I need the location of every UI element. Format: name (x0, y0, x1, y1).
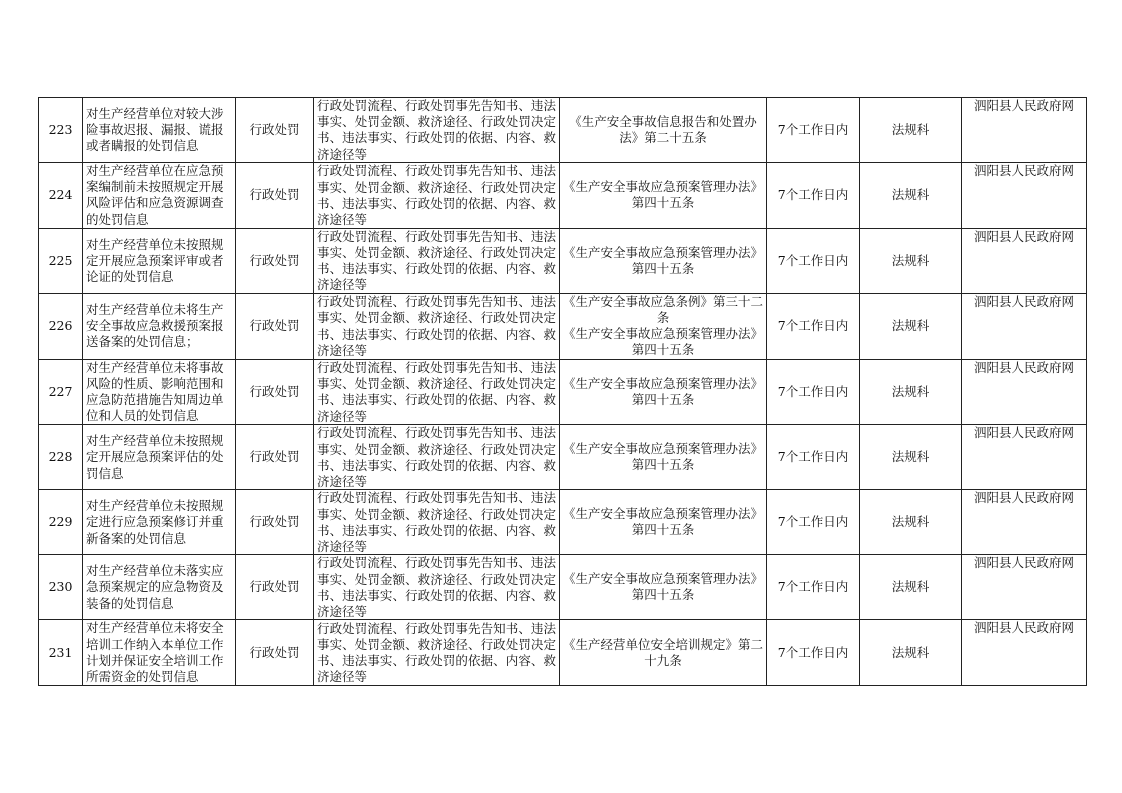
legal-basis-line: 《生产安全事故应急预案管理办法》第四十五条 (563, 375, 764, 408)
disclosure-channel: 泗阳县人民政府网 (962, 293, 1087, 359)
legal-basis-line: 《生产安全事故应急预案管理办法》第四十五条 (563, 441, 764, 473)
disclosure-channel: 泗阳县人民政府网 (962, 228, 1087, 293)
disclosure-channel: 泗阳县人民政府网 (962, 490, 1087, 555)
legal-basis (560, 555, 767, 620)
row-number: 229 (39, 490, 83, 555)
item-category: 行政处罚 (236, 555, 314, 620)
disclosure-content-text: 行政处罚流程、行政处罚事先告知书、违法事实、处罚金额、救济途径、行政处罚决定书、违法事实、行政处罚的依据、内容、救济途径等 (317, 360, 556, 424)
table-row (39, 425, 1087, 490)
table-row (39, 490, 1087, 555)
disclosure-content (314, 228, 560, 293)
disclosure-content-text: 行政处罚流程、行政处罚事先告知书、违法事实、处罚金额、救济途径、行政处罚决定书、违法事实、行政处罚的依据、内容、救济途径等 (317, 98, 556, 162)
legal-basis (560, 490, 767, 555)
disclosure-time-limit: 7个工作日内 (767, 98, 860, 163)
legal-basis-line: 《生产安全事故应急预案管理办法》第四十五条 (563, 506, 764, 538)
responsible-department: 法规科 (860, 425, 962, 490)
disclosure-time-limit: 7个工作日内 (767, 293, 860, 359)
row-number: 223 (39, 98, 83, 163)
table-row (39, 359, 1087, 425)
disclosure-content (314, 555, 560, 620)
item-name: 对生产经营单位对较大涉险事故迟报、漏报、谎报或者瞒报的处罚信息 (83, 98, 236, 163)
table-row (39, 293, 1087, 359)
table-row (39, 98, 1087, 163)
legal-basis-line: 《生产安全事故应急预案管理办法》第四十五条 (563, 571, 764, 603)
row-number: 231 (39, 620, 83, 686)
row-number: 230 (39, 555, 83, 620)
legal-basis-line: 《生产经营单位安全培训规定》第二十九条 (563, 636, 764, 668)
legal-basis-line: 《生产安全事故应急条例》第三十二条 (563, 293, 764, 326)
legal-basis (560, 425, 767, 490)
legal-basis (560, 620, 767, 686)
disclosure-content (314, 98, 560, 163)
table-row (39, 620, 1087, 686)
disclosure-time-limit: 7个工作日内 (767, 425, 860, 490)
row-number: 226 (39, 293, 83, 359)
row-number: 225 (39, 228, 83, 293)
disclosure-content-text: 行政处罚流程、行政处罚事先告知书、违法事实、处罚金额、救济途径、行政处罚决定书、违法事实、行政处罚的依据、内容、救济途径等 (317, 228, 556, 293)
item-category: 行政处罚 (236, 359, 314, 425)
table-row (39, 228, 1087, 293)
legal-basis-line: 《生产安全事故应急预案管理办法》第四十五条 (563, 179, 764, 211)
disclosure-channel: 泗阳县人民政府网 (962, 98, 1087, 163)
disclosure-content (314, 359, 560, 425)
responsible-department: 法规科 (860, 490, 962, 555)
legal-basis-line: 《生产安全事故信息报告和处置办法》第二十五条 (569, 113, 757, 145)
table-row (39, 163, 1087, 229)
row-number: 228 (39, 425, 83, 490)
item-category: 行政处罚 (236, 620, 314, 686)
responsible-department: 法规科 (860, 620, 962, 686)
disclosure-channel: 泗阳县人民政府网 (962, 620, 1087, 686)
legal-basis-line: 《生产安全事故应急预案管理办法》第四十五条 (563, 244, 764, 276)
responsible-department: 法规科 (860, 228, 962, 293)
item-category: 行政处罚 (236, 425, 314, 490)
disclosure-channel: 泗阳县人民政府网 (962, 163, 1087, 229)
table-row (39, 555, 1087, 620)
disclosure-channel: 泗阳县人民政府网 (962, 555, 1087, 620)
responsible-department: 法规科 (860, 359, 962, 425)
item-category: 行政处罚 (236, 163, 314, 229)
disclosure-content (314, 620, 560, 686)
disclosure-content (314, 163, 560, 229)
legal-basis (560, 228, 767, 293)
disclosure-content (314, 425, 560, 490)
disclosure-channel: 泗阳县人民政府网 (962, 359, 1087, 425)
disclosure-content-text: 行政处罚流程、行政处罚事先告知书、违法事实、处罚金额、救济途径、行政处罚决定书、违法事实、行政处罚的依据、内容、救济途径等 (317, 490, 556, 555)
item-name: 对生产经营单位未按照规定开展应急预案评估的处罚信息 (83, 425, 236, 490)
disclosure-time-limit: 7个工作日内 (767, 490, 860, 555)
disclosure-content-text: 行政处罚流程、行政处罚事先告知书、违法事实、处罚金额、救济途径、行政处罚决定书、违法事实、行政处罚的依据、内容、救济途径等 (317, 294, 556, 358)
legal-basis-line: 《生产安全事故应急预案管理办法》第四十五条 (563, 326, 764, 358)
disclosure-time-limit: 7个工作日内 (767, 359, 860, 425)
disclosure-time-limit: 7个工作日内 (767, 555, 860, 620)
disclosure-table (38, 97, 1087, 686)
responsible-department: 法规科 (860, 163, 962, 229)
item-name: 对生产经营单位未将安全培训工作纳入本单位工作计划并保证安全培训工作所需资金的处罚信息 (83, 620, 236, 686)
item-name: 对生产经营单位在应急预案编制前未按照规定开展风险评估和应急资源调查的处罚信息 (83, 163, 236, 229)
disclosure-channel: 泗阳县人民政府网 (962, 425, 1087, 490)
responsible-department: 法规科 (860, 555, 962, 620)
disclosure-content-text: 行政处罚流程、行政处罚事先告知书、违法事实、处罚金额、救济途径、行政处罚决定书、违法事实、行政处罚的依据、内容、救济途径等 (317, 163, 556, 228)
row-number: 227 (39, 359, 83, 425)
disclosure-time-limit: 7个工作日内 (767, 228, 860, 293)
disclosure-content-text: 行政处罚流程、行政处罚事先告知书、违法事实、处罚金额、救济途径、行政处罚决定书、违法事实、行政处罚的依据、内容、救济途径等 (317, 425, 556, 490)
item-category: 行政处罚 (236, 490, 314, 555)
table-body (39, 98, 1087, 686)
responsible-department: 法规科 (860, 293, 962, 359)
legal-basis (560, 293, 767, 359)
disclosure-content (314, 490, 560, 555)
disclosure-content-text: 行政处罚流程、行政处罚事先告知书、违法事实、处罚金额、救济途径、行政处罚决定书、违法事实、行政处罚的依据、内容、救济途径等 (317, 620, 556, 685)
disclosure-content-text: 行政处罚流程、行政处罚事先告知书、违法事实、处罚金额、救济途径、行政处罚决定书、违法事实、行政处罚的依据、内容、救济途径等 (317, 555, 556, 620)
legal-basis (560, 163, 767, 229)
item-category: 行政处罚 (236, 293, 314, 359)
legal-basis (560, 359, 767, 425)
item-category: 行政处罚 (236, 228, 314, 293)
responsible-department: 法规科 (860, 98, 962, 163)
item-name: 对生产经营单位未按照规定进行应急预案修订并重新备案的处罚信息 (83, 490, 236, 555)
row-number: 224 (39, 163, 83, 229)
item-category: 行政处罚 (236, 98, 314, 163)
disclosure-content (314, 293, 560, 359)
item-name: 对生产经营单位未落实应急预案规定的应急物资及装备的处罚信息 (83, 555, 236, 620)
item-name: 对生产经营单位未将生产安全事故应急救援预案报送备案的处罚信息； (83, 293, 236, 359)
disclosure-time-limit: 7个工作日内 (767, 163, 860, 229)
item-name: 对生产经营单位未将事故风险的性质、影响范围和应急防范措施告知周边单位和人员的处罚信息 (83, 359, 236, 425)
legal-basis (560, 98, 767, 163)
item-name: 对生产经营单位未按照规定开展应急预案评审或者论证的处罚信息 (83, 228, 236, 293)
disclosure-time-limit: 7个工作日内 (767, 620, 860, 686)
